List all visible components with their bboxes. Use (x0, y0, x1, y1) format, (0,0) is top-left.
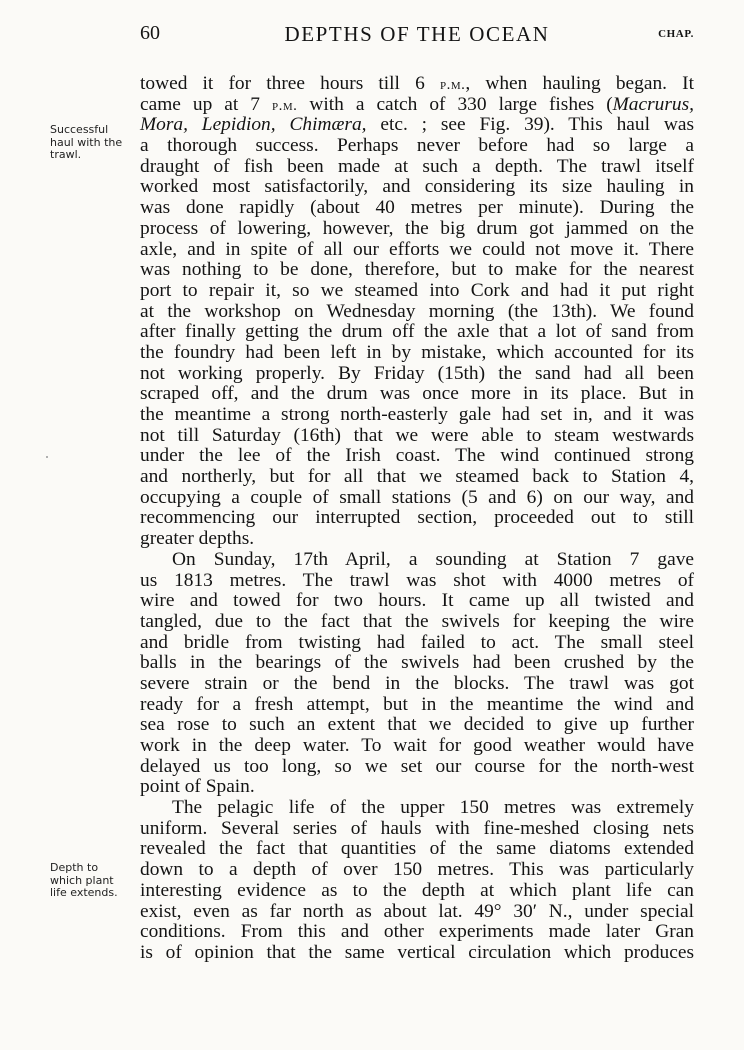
text-line (140, 281, 694, 302)
text-run: scraped off, and the drum was once more in its place. But in (140, 383, 694, 405)
text-line (140, 777, 694, 798)
text-line (140, 943, 694, 964)
text-line (140, 674, 694, 695)
text-line (140, 922, 694, 943)
text-run: point of Spain. (140, 776, 255, 798)
text-run: p.m. (271, 97, 298, 114)
text-run: exist, even as far north as about lat. 49° 30′ N., under special (140, 900, 694, 922)
text-line (140, 571, 694, 592)
text-run: was done rapidly (about 40 metres per minute). During the (140, 197, 694, 219)
margin-note-line: life extends. (50, 886, 118, 899)
text-line (140, 798, 694, 819)
text-line (140, 198, 694, 219)
text-run: revealed the fact that quantities of the same diatoms extended (140, 838, 694, 860)
text-line (140, 736, 694, 757)
text-line (140, 157, 694, 178)
text-run: down to a depth of over 150 metres. This was particularly (140, 859, 694, 881)
text-run: after finally getting the drum off the axle that a lot of sand from (140, 321, 694, 343)
margin-note-plant-life-depth (50, 862, 130, 900)
text-run: p.m. (439, 77, 466, 93)
text-line (140, 612, 694, 633)
text-line (140, 902, 694, 923)
text-line (140, 322, 694, 343)
text-line (140, 95, 694, 116)
text-run: recommencing our interrupted section, proceeded out to still (140, 507, 694, 529)
margin-note-line: Successful (50, 123, 109, 136)
text-run: came up at 7 (140, 93, 272, 115)
text-line (140, 467, 694, 488)
text-line (140, 653, 694, 674)
text-run: Mora, Lepidion, Chimæra, (140, 114, 367, 136)
text-run: was nothing to be done, therefore, but to make for the nearest (140, 259, 694, 281)
running-header (140, 22, 694, 52)
text-run: the meantime a strong north-easterly gale had set in, and it was (140, 404, 694, 425)
text-run: delayed us too long, so we set our course for the north-west (140, 755, 694, 777)
text-line (140, 550, 694, 571)
text-run: greater depths. (140, 528, 255, 550)
text-run: interesting evidence as to the depth at which plant life can (140, 879, 694, 901)
text-line (140, 115, 694, 136)
text-run: the foundry had been left in by mistake, which accounted for its (140, 341, 694, 363)
margin-note-successful-haul (50, 124, 130, 162)
text-run: port to repair it, so we steamed into Cork and had it put right (140, 279, 694, 301)
body-text (140, 74, 694, 964)
text-run: is of opinion that the same vertical circulation which produces (140, 941, 694, 963)
text-line (140, 384, 694, 405)
text-line (140, 757, 694, 778)
margin-note-line: haul with the (50, 135, 123, 149)
text-line (140, 446, 694, 467)
text-run: conditions. From this and other experiments made later Gran (140, 921, 694, 943)
text-line (140, 715, 694, 736)
text-line (140, 591, 694, 612)
margin-note-line: trawl. (50, 148, 82, 161)
page-number: 60 (140, 22, 160, 44)
text-line (140, 74, 694, 95)
text-run: process of lowering, however, the big drum got jammed on the (140, 217, 694, 239)
text-run: towed it for three hours till 6 (140, 73, 440, 94)
text-run: us 1813 metres. The trawl was shot with 4000 metres of (140, 569, 694, 591)
text-run: under the lee of the Irish coast. The wind continued strong (140, 445, 694, 467)
text-run: occupying a couple of small stations (5 and 6) on our way, and (140, 486, 694, 508)
text-run: severe strain or the bend in the blocks. The trawl was got (140, 672, 694, 694)
text-line (140, 508, 694, 529)
text-line (140, 695, 694, 716)
text-line (140, 136, 694, 157)
margin-note-line: which plant (50, 873, 114, 887)
text-run: Macrurus, (612, 93, 694, 115)
text-run: and northerly, but for all that we steamed back to Station 4, (140, 466, 694, 488)
text-line (140, 219, 694, 240)
text-run: tangled, due to the fact that the swivels for keeping the wire (140, 610, 694, 632)
text-run: ready for a fresh attempt, but in the meantime the wind and (140, 693, 694, 715)
text-line (140, 860, 694, 881)
text-run: On Sunday, 17th April, a sounding at Station 7 gave (172, 548, 694, 570)
text-run: sea rose to such an extent that we decided to give up further (140, 714, 694, 736)
text-run: at the workshop on Wednesday morning (the 13th). We found (140, 300, 694, 322)
text-run: draught of fish been made at such a depth. The trawl itself (140, 155, 694, 177)
text-line (140, 633, 694, 654)
chapter-marker: CHAP. (658, 28, 694, 40)
text-run: axle, and in spite of all our efforts we could not move it. There (140, 238, 694, 260)
text-run: worked most satisfactorily, and considering its size hauling in (140, 176, 694, 198)
text-run: with a catch of 330 large fishes ( (297, 93, 613, 115)
text-line (140, 177, 694, 198)
text-run: , when hauling began. It (465, 73, 694, 94)
margin-note-line: Depth to (50, 861, 99, 874)
text-run: a thorough success. Perhaps never before had so large a (140, 135, 694, 157)
text-run: The pelagic life of the upper 150 metres was extremely (172, 797, 694, 819)
text-line (140, 405, 694, 426)
text-line (140, 881, 694, 902)
text-line (140, 839, 694, 860)
text-line (140, 426, 694, 447)
text-run: etc. ; see Fig. 39). This haul was (366, 114, 694, 136)
running-title: DEPTHS OF THE OCEAN (284, 22, 550, 46)
text-run: uniform. Several series of hauls with fine-meshed closing nets (140, 817, 694, 839)
text-line (140, 529, 694, 550)
text-run: balls in the bearings of the swivels had been crushed by the (140, 652, 694, 674)
text-line (140, 488, 694, 509)
text-line (140, 819, 694, 840)
text-line (140, 302, 694, 323)
text-run: work in the deep water. To wait for good weather would have (140, 735, 694, 756)
text-run: not till Saturday (16th) that we were able to steam westwards (140, 424, 694, 446)
text-line (140, 364, 694, 385)
text-line (140, 240, 694, 261)
text-run: wire and towed for two hours. It came up all twisted and (140, 590, 694, 612)
text-line (140, 260, 694, 281)
paper-speck (46, 456, 48, 458)
text-run: not working properly. By Friday (15th) the sand had all been (140, 362, 694, 384)
text-run: and bridle from twisting had failed to act. The small steel (140, 631, 694, 653)
text-line (140, 343, 694, 364)
